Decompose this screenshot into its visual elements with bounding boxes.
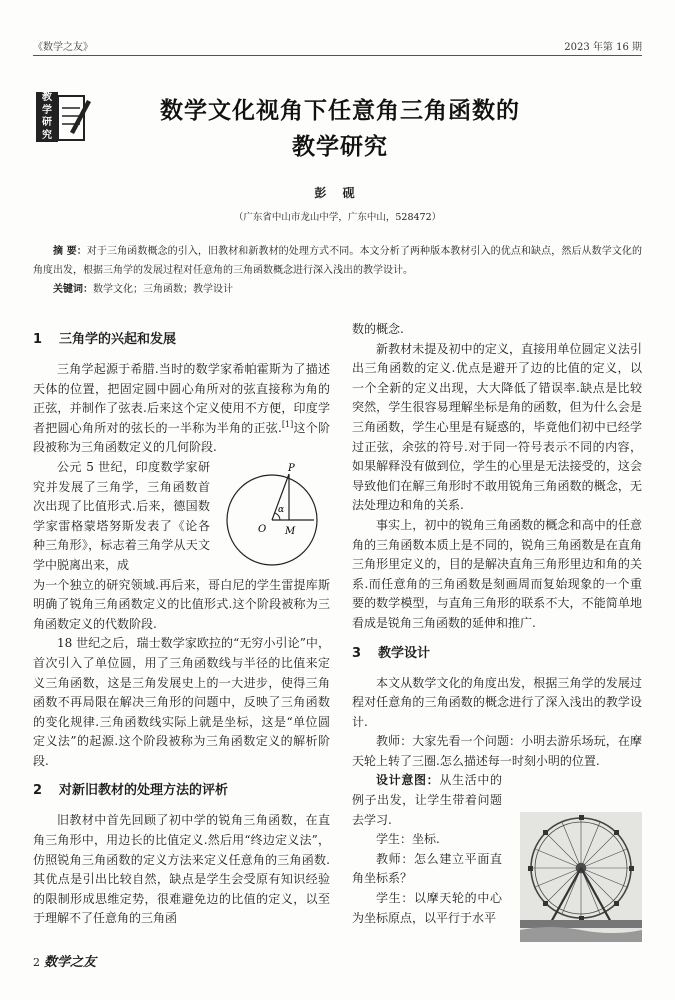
paragraph: 教师：大家先看一个问题：小明去游乐场玩，在摩天轮上转了三圈.怎么描述每一时刻小明的位置. bbox=[352, 734, 642, 768]
paragraph: 旧教材中首先回顾了初中学的锐角三角函数，在直角三角形中，用边长的比值定义.然后用“终边定义法”，仿照锐角三角函数的定义方法来定义任意角的三角函数.其优点是引出比较自然，缺点是学生会受原有知识经验的限制形成思维定势，很难避免边的比值的定义，以至于理解不了任意角的三角函 bbox=[33, 813, 330, 926]
paragraph: 事实上，初中的锐角三角函数的概念和高中的任意角的三角函数本质上是不同的，锐角三角函数是在直角三角形里定义的，目的是解决直角三角形里边和角的关系.而任意角的三角函数是刻画周而复始现象的一个重要的数学模型，与直角三角形的联系不大，不能简单地看成是锐角三角函数的延伸和推广. bbox=[352, 517, 642, 630]
label-p: P bbox=[288, 463, 295, 474]
paragraph-continued: 数的概念. bbox=[352, 322, 404, 336]
design-intent-label: 设计意图： bbox=[376, 773, 440, 788]
affiliation: （广东省中山市龙山中学，广东中山，528472） bbox=[233, 212, 442, 223]
paragraph: 本文从数学文化的角度出发，根据三角学的发展过程对任意角的三角函数的概念进行了深入浅出的教学设计. bbox=[352, 675, 642, 729]
paragraph: 公元 5 世纪，印度数学家研究并发展了三角学，三角函数首次出现了比值形式.后来，德国数学家雷格蒙塔努斯发表了《论各种三角形》，标志着三角学从天文学中脱离出来，成 bbox=[33, 459, 210, 572]
paragraph: 教师：怎么建立平面直角坐标系？ bbox=[352, 851, 502, 886]
section-1-heading: 1 三角学的兴起和发展 bbox=[33, 332, 177, 347]
article-title-line2: 教学研究 bbox=[292, 133, 388, 160]
paragraph: 学生：以摩天轮的中心为坐标原点，以平行于水平 bbox=[352, 891, 502, 925]
page-number: 2 bbox=[33, 956, 40, 969]
section-2-heading: 2 对新旧教材的处理方法的评析 bbox=[33, 783, 229, 799]
paragraph: 设计意图：从生活中的例子出发，让学生带着问题去学习. bbox=[352, 773, 502, 827]
journal-brand: 数学之友 bbox=[44, 955, 97, 970]
label-alpha: α bbox=[278, 505, 285, 515]
paragraph: 18 世纪之后，瑞士数学家欧拉的“无穷小引论”中，首次引入了单位圆，用了三角函数线与半径的比值来定义三角函数，这是三角发展史上的一大进步，使得三角函数不再局限在解决三角形的问题中，反映了三角函数的变化规律.三角函数线实际上就是坐标，这是“单位圆定义法”的起源.这个阶段被称为三角函数定义的解析阶段. bbox=[33, 636, 330, 768]
keywords-label: 关键词： bbox=[53, 284, 93, 295]
column-logo bbox=[36, 92, 92, 144]
abstract bbox=[33, 242, 642, 299]
abstract-label: 摘 要： bbox=[53, 246, 87, 257]
paragraph: 新教材未提及初中的定义，直接用单位圆定义法引出三角函数的定义.优点是避开了边的比值的定义，以一个全新的定义出现，大大降低了错误率.缺点是比较突然，学生很容易理解坐标是角的函数，但为什么会是三角函数，学生心里是有疑惑的，毕竟他们初中已经学过正弦，余弦的符号.对于同一符号表示不同的内容，如果解释没有做到位，学生的心里是无法接受的，这会导致他们在解三角形时不敢用锐角三角函数的概念，无法处理边和角的关系. bbox=[352, 341, 642, 513]
article-title-line1: 数学文化视角下任意角三角函数的 bbox=[160, 97, 520, 124]
column-logo-text: 教 学 研 究 bbox=[36, 92, 58, 142]
section-3-heading: 3 教学设计 bbox=[352, 645, 431, 661]
author: 彭 砚 bbox=[314, 186, 361, 200]
label-o: O bbox=[258, 524, 267, 535]
paragraph-continued: 为一个独立的研究领域.再后来，哥白尼的学生雷提库斯明确了锐角三角函数定义的比值形式.这个阶段被称为三角函数定义的代数阶段. bbox=[33, 577, 330, 631]
paragraph: 三角学起源于希腊.当时的数学家希帕霍斯为了描述天体的位置，把固定圆中圆心角所对的弦直接称为角的正弦，并制作了弦表.后来这个定义使用不方便，印度学者把圆心角所对的弦长的一半称为半角的正弦.[1]这个阶段被称为三角函数定义的几何阶段. bbox=[33, 362, 330, 455]
journal-name: 《数学之友》 bbox=[33, 42, 93, 53]
issue-number: 2023 年第 16 期 bbox=[564, 42, 642, 53]
keywords-text: 数学文化；三角函数；教学设计 bbox=[93, 284, 233, 295]
paragraph: 学生：坐标. bbox=[376, 832, 440, 847]
citation-ref: [1] bbox=[281, 419, 294, 429]
label-m: M bbox=[285, 526, 296, 537]
footer bbox=[33, 951, 96, 970]
ferris-wheel-photo bbox=[520, 812, 642, 942]
left-column bbox=[33, 320, 330, 929]
unit-circle-figure bbox=[214, 462, 334, 578]
pen-icon bbox=[56, 92, 92, 144]
abstract-text: 对于三角函数概念的引入，旧教材和新教材的处理方式不同。本文分析了两种版本教材引入的优点和缺点，然后从数学文化的角度出发，根据三角学的发展过程对任意角的三角函数概念进行深入浅出的教学设计。 bbox=[33, 246, 643, 276]
header-rule bbox=[33, 55, 642, 56]
